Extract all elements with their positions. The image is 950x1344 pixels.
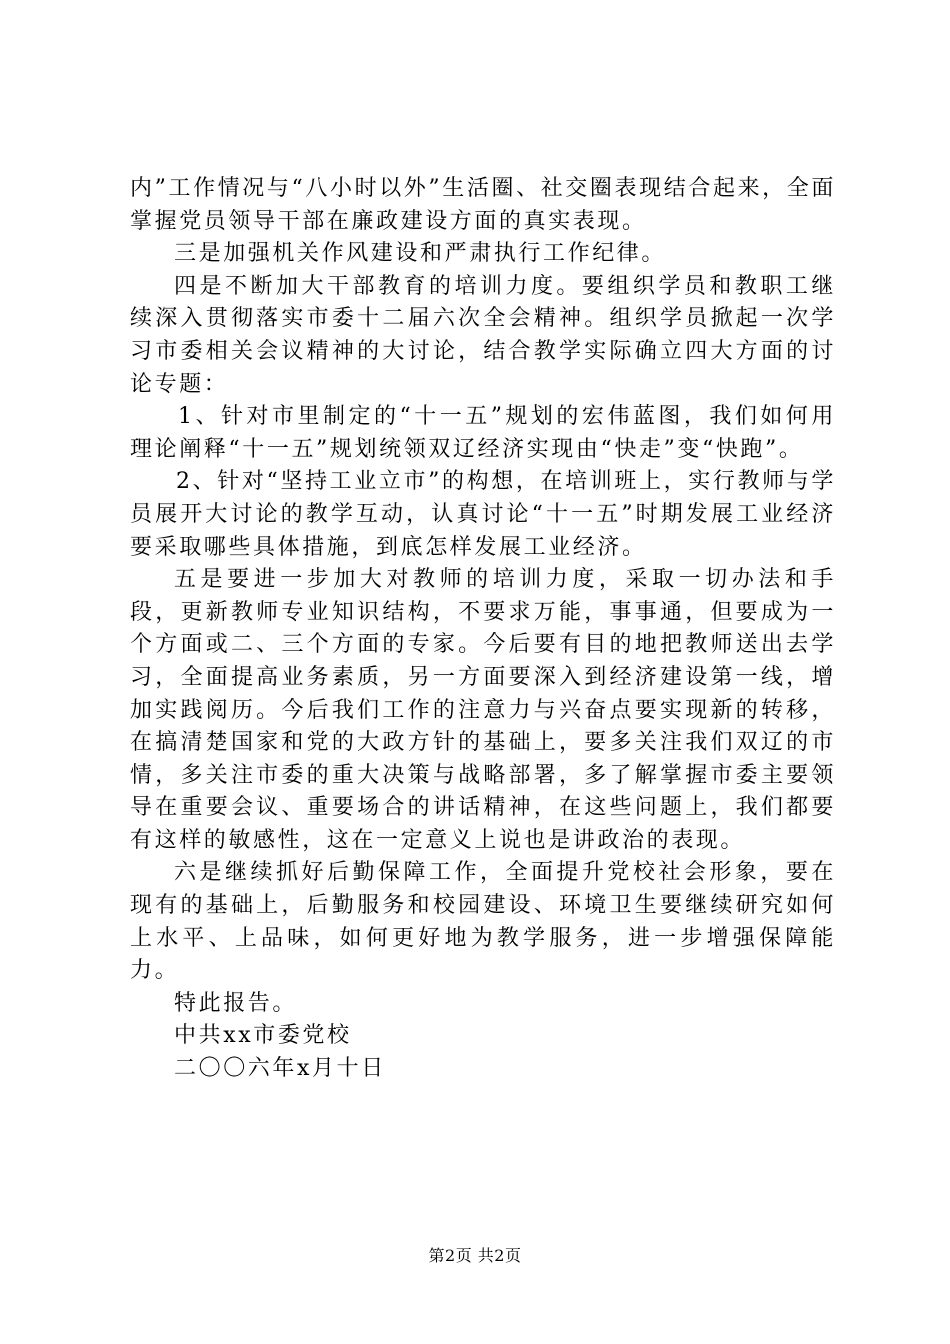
paragraph-point-six: 六是继续抓好后勤保障工作，全面提升党校社会形象，要在现有的基础上，后勤服务和校园建设、环境卫生要继续研究如何上水平、上品味，如何更好地为教学服务，进一步增强保障能力。	[130, 860, 836, 984]
paragraph-topic-two: 2、针对“坚持工业立市”的构想，在培训班上，实行教师与学员展开大讨论的教学互动，认真讨论“十一五”时期发展工业经济要采取哪些具体措施，到底怎样发展工业经济。	[130, 469, 836, 560]
paragraph-point-four: 四是不断加大干部教育的培训力度。要组织学员和教职工继续深入贯彻落实市委十二届六次全会精神。组织学员掀起一次学习市委相关会议精神的大讨论，结合教学实际确立四大方面的讨论专题：	[130, 273, 836, 397]
document-body	[130, 173, 836, 1086]
signature-date: 二〇〇六年x月十日	[174, 1056, 386, 1082]
signature-organization: 中共xx市委党校	[174, 1023, 352, 1049]
paragraph-point-five: 五是要进一步加大对教师的培训力度，采取一切办法和手段，更新教师专业知识结构，不要求万能，事事通，但要成为一个方面或二、三个方面的专家。今后要有目的地把教师送出去学习，全面提高业务素质，另一方面要深入到经济建设第一线，增加实践阅历。今后我们工作的注意力与兴奋点要实现新的转移，在搞清楚国家和党的大政方针的基础上，要多关注我们双辽的市情，多关注市委的重大决策与战略部署，多了解掌握市委主要领导在重要会议、重要场合的讲话精神，在这些问题上，我们都要有这样的敏感性，这在一定意义上说也是讲政治的表现。	[130, 567, 836, 853]
page-number-footer: 第2页 共2页	[428, 1246, 522, 1265]
closing-statement: 特此报告。	[174, 990, 298, 1016]
paragraph-point-three: 三是加强机关作风建设和严肃执行工作纪律。	[174, 241, 667, 267]
paragraph-continuation: 内”工作情况与“八小时以外”生活圈、社交圈表现结合起来，全面掌握党员领导干部在廉政建设方面的真实表现。	[130, 176, 836, 234]
paragraph-topic-one: 1、针对市里制定的“十一五”规划的宏伟蓝图，我们如何用理论阐释“十一五”规划统领双辽经济实现由“快走”变“快跑”。	[130, 404, 836, 462]
